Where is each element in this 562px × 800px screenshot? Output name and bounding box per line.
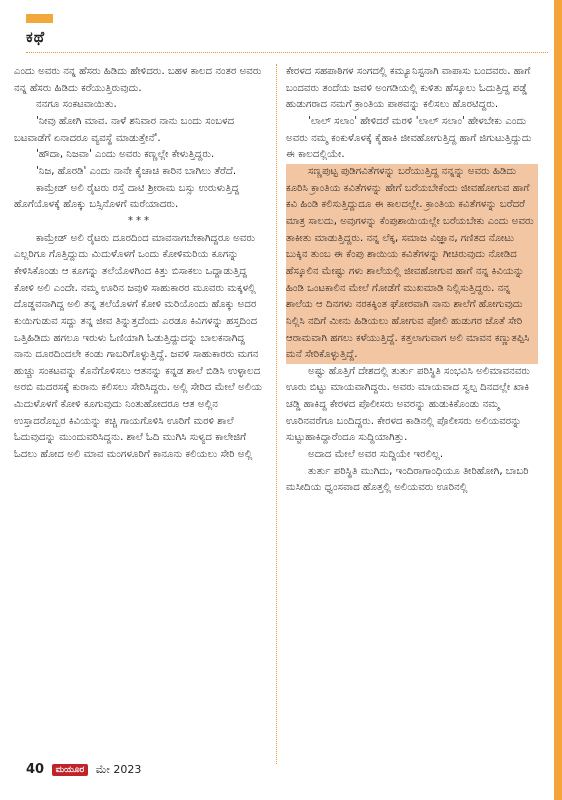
edge-color-bar xyxy=(554,0,562,800)
left-column xyxy=(14,64,266,464)
paragraph: ಅದಾದ ಮೇಲೆ ಅವರ ಸುದ್ದಿಯೇ ಇರಲಿಲ್ಲ. xyxy=(308,449,444,461)
paragraph: 'ನೀವು ಹೋಗಿ ಮಾವ. ನಾಳೆ ಶನಿವಾರ ನಾನು ಬಂದು ಸಂಬಳದ ಬಟವಾಡೆಗೆ ಏನಾದರೂ ವ್ಯವಸ್ಥೆ ಮಾಡುತ್ತೇನೆ'. xyxy=(14,115,235,144)
paragraph: ಅಷ್ಟು ಹೊತ್ತಿಗೆ ದೇಶದಲ್ಲಿ ತುರ್ತು ಪರಿಸ್ಥಿತಿ ಸಂಭವಿಸಿ ಅಲಿಮಾವನವರು ಊರು ಬಿಟ್ಟು ಮಾಯವಾಗಿದ್ದರು. ಅವರು ಮಾಯವಾದ ಸ್ವಲ್ಪ ದಿನದಲ್ಲೇ ಖಾಕಿ ಚಡ್ಡಿ ಹಾಕಿದ್ದ ಕೇರಳದ ಪೊಲೀಸರು ಅವರನ್ನು ಹುಡುಕಿಕೊಂಡು ನಮ್ಮ ಊರಿನವರೆಗೂ ಬಂದಿದ್ದರು. ಕೇರಳದ ಕಾಡಿನಲ್ಲಿ ಪೊಲೀಸರು ಅಲಿಯವರನ್ನು ಸುಟ್ಟುಹಾಕಿದ್ದಾರೆಂದೂ ಸುದ್ದಿಯಾಗಿತ್ತು. xyxy=(286,365,531,444)
column-divider xyxy=(276,64,277,764)
paragraph: ತುರ್ತು ಪರಿಸ್ಥಿತಿ ಮುಗಿದು, ಇಂದಿರಾಗಾಂಧಿಯೂ ತೀರಿಹೋಗಿ, ಬಾಬರಿ ಮಸೀದಿಯ ಧ್ವಂಸವಾದ ಹೊತ್ತಲ್ಲಿ ಅಲಿಯವರು ಊರಿನಲ್ಲಿ xyxy=(286,465,529,494)
paragraph: ಕಾಮ್ರೇಡ್ ಅಲಿ ರೈಟರು ದೂರದಿಂದ ಮಾವನಾಗಬೇಕಾಗಿದ್ದರೂ ಅವರು ಎಲ್ಲರಿಗೂ ಗೊತ್ತಿದ್ದುದು ಮಿದುಳೊಳಗೆ ಒಂದು ಕೋಳಿಮರಿಯ ಕೂಗನ್ನು ಕೇಳಿಸಿಕೊಂಡು ಆ ಕೂಗನ್ನು ತಲೆಯೊಳಗಿಂದ ಕಿತ್ತು ಬಿಸಾಕಲು ಒದ್ದಾಡುತ್ತಿದ್ದ ಕೋಳಿ ಅಲಿ ಎಂದೇ. ನಮ್ಮ ಊರಿನ ಜವುಳಿ ಸಾಹುಕಾರರ ಮೂವರು ಮಕ್ಕಳಲ್ಲಿ ದೊಡ್ಡವನಾಗಿದ್ದ ಅಲಿ ತನ್ನ ತಲೆಯೊಳಗೆ ಕೋಳಿ ಮರಿಯೊಂದು ಹೊಕ್ಕು ಅದರ ಕುಯಿಗುಡುವ ಸದ್ದು ತನ್ನ ಜೀವ ತಿನ್ನುತ್ತದೆಂದು ಎರಡೂ ಕಿವಿಗಳನ್ನು ಹಸ್ತದಿಂದ ಒತ್ತಿಹಿಡಿದು ಹಗಲೂ ಇರುಳು ಓಣಿಯಾಗಿ ಓಡುತ್ತಿದ್ದುದನ್ನು ಬಾಲಕನಾಗಿದ್ದ ನಾನು ದೂರದಿಂದಲೇ ಕಂಡು ಗಾಬರಿಗೊಳ್ಳುತ್ತಿದ್ದೆ. ಜವಳಿ ಸಾಹುಕಾರರು ಮಗನ ಹುಚ್ಚು ಸಂಕಟವನ್ನು ಕೊನೆಗೊಳಿಸಲು ಆತನನ್ನು ಕನ್ನಡ ಶಾಲೆ ಬಿಡಿಸಿ ಉಳ್ಳಾಲದ ಅರಬಿ ಮದರಸಕ್ಕೆ ಕುರಾನು ಕಲಿಸಲು ಸೇರಿಸಿದ್ದರು. ಅಲ್ಲಿ ಸೇರಿದ ಮೇಲೆ ಅಲಿಯ ಮಿದುಳೊಳಗೆ ಕೋಳಿ ಕೂಗುವುದು ನಿಂತುಹೋದರೂ ಆತ ಅಲ್ಲಿನ ಉಸ್ತಾದರೊಬ್ಬರ ಕಿವಿಯನ್ನು ಕಚ್ಚಿ ಗಾಯಗೊಳಿಸಿ ಊರಿಗೆ ಮರಳಿ ಶಾಲೆ ಓದುವುದನ್ನು ಮುಂದುವರಿಸಿದ್ದನು. ಶಾಲೆ ಓದಿ ಮುಗಿಸಿ ಸುಳ್ಯದ ಕಾಲೇಜಿಗೆ ಓದಲು ಹೋದ ಅಲಿ ಮಾವ ಮಂಗಳೂರಿಗೆ ಕಾನೂನು ಕಲಿಯಲು ಸೇರಿ ಅಲ್ಲಿ xyxy=(14,232,263,461)
paragraph: ನನಗೂ ಸಂಕಟವಾಯಿತು. xyxy=(36,99,117,111)
header-divider xyxy=(26,52,548,53)
right-column xyxy=(286,64,538,497)
page-number: 40 xyxy=(26,762,45,777)
page-footer xyxy=(26,762,141,782)
paragraph: 'ನಿಜ, ಹೊರಡಿ' ಎಂದು ನಾನೇ ಕೈಚಾಚಿ ಕಾರಿನ ಬಾಗಿಲು ತೆರೆದೆ. xyxy=(36,165,237,177)
section-title: ಕಥೆ xyxy=(26,28,46,46)
issue-date: ಮೇ 2023 xyxy=(95,763,142,776)
paragraph: ಕಾಮ್ರೇಡ್ ಅಲಿ ರೈಟರು ರಸ್ತೆ ದಾಟಿ ಶ್ರೀರಾಮ ಬಸ್ಸು ಉರುಳುತ್ತಿದ್ದ ಹೊಗೆಯೊಳಕ್ಕೆ ಹೊಕ್ಕು ಬಸ್ಸಿನೊಳಗೆ ಮರೆಯಾದರು. xyxy=(14,182,240,211)
paragraph: ಎಂದು ಅವರು ನನ್ನ ಹೆಸರು ಹಿಡಿದು ಹೇಳಿದರು. ಬಹಳ ಕಾಲದ ನಂತರ ಅವರು ನನ್ನ ಹೆಸರು ಹಿಡಿದು ಕರೆಯುತ್ತಿರುವುದು. xyxy=(14,66,262,94)
section-accent-bar xyxy=(26,14,53,23)
highlighted-paragraph: ಸಣ್ಣಪುಟ್ಟ ಪುಡಿಗವಿತೆಗಳನ್ನು ಬರೆಯುತ್ತಿದ್ದ ನನ್ನನ್ನು ಅವರು ಹಿಡಿದು ಕೂರಿಸಿ ಕ್ರಾಂತಿಯ ಕವಿತೆಗಳನ್ನು ಹೇಗೆ ಬರೆಯಬೇಕೆಂದು ಜೀವಹೋಗುವ ಹಾಗೆ ಕವಿ ಹಿಂಡಿ ಕಲಿಸುತ್ತಿದ್ದುದೂ ಈ ಕಾಲದಲ್ಲೇ. ಕ್ರಾಂತಿಯ ಕವಿತೆಗಳನ್ನು ಬರೆದರೆ ಮಾತ್ರ ಸಾಲದು, ಅವುಗಳನ್ನು ಕೆಂಪುಶಾಯಿಯಲ್ಲೇ ಬರೆಯಬೇಕು ಎಂದು ಅವರು ತಾಕೀತು ಮಾಡುತ್ತಿದ್ದರು. ನನ್ನ ಲೆಕ್ಕ, ಸಮಾಜ ವಿಜ್ಞಾನ, ಗಣಿತದ ನೋಟು ಬುಕ್ಕಿನ ತುಂಬ ಈ ಕೆಂಪು ಶಾಯಿಯ ಕವಿತೆಗಳನ್ನು ಗೀಚಿರುವುದು ನೋಡಿದ ಹೆಸ್ಕೂಲಿನ ಮೇಷ್ಟು ಗಳು ಶಾಲೆಯಲ್ಲಿ ಜೀವಹೋಗುವ ಹಾಗೆ ನನ್ನ ಕಿವಿಯನ್ನು ಹಿಂಡಿ ಒಂಟಕಾಲಿನ ಮೇಲೆ ಗೋಡೆಗೆ ಮುಖಮಾಡಿ ನಿಲ್ಲಿಸುತ್ತಿದ್ದರು. ನನ್ನ ಶಾಲೆಯ ಆ ದಿನಗಳು ನರಕಕ್ಕಿಂತ ಘೋರವಾಗಿ ನಾನು ಶಾಲೆಗೆ ಹೋಗುವುದು ನಿಲ್ಲಿಸಿ ನದಿಗೆ ಮೀನು ಹಿಡಿಯಲು ಹೋಗುವ ಪೋಲಿ ಹುಡುಗರ ಜೊತೆ ಸೇರಿ ಆರಾಮವಾಗಿ ಹಗಲು ಕಳೆಯುತ್ತಿದ್ದೆ. ಕತ್ತಲಾಗುವಾಗ ಅಲಿ ಮಾವನ ಕಣ್ಣುತಪ್ಪಿಸಿ ಮನೆ ಸೇರಿಕೊಳ್ಳುತ್ತಿದ್ದೆ. xyxy=(286,164,538,364)
page-header xyxy=(0,0,562,62)
paragraph: ಕೇರಳದ ಸಹಪಾಠಿಗಳ ಸಂಗದಲ್ಲಿ ಕಮ್ಯೂನಿಸ್ಟನಾಗಿ ವಾಪಾಸು ಬಂದವರು. ಹಾಗೆ ಬಂದವರು ತಂದೆಯ ಜವಳಿ ಅಂಗಡಿಯಲ್ಲಿ ಕುಳಿತು ಹೆಸ್ಕೂಲು ಓದುತ್ತಿದ್ದ ಪಡ್ಡೆ ಹುಡುಗರಾದ ನಮಗೆ ಕ್ರಾಂತಿಯ ಪಾಠವನ್ನು ಕಲಿಸಲು ಹೊರಟಿದ್ದರು. xyxy=(286,66,531,111)
paragraph: 'ಹೌದಾ, ನಿಜವಾ' ಎಂದು ಅವರು ಕಣ್ಣಲ್ಲೇ ಕೇಳುತ್ತಿದ್ದರು. xyxy=(36,149,215,161)
section-break: *** xyxy=(127,215,153,227)
paragraph: 'ಲಾಲ್ ಸಲಾಂ' ಹೇಳಿದರೆ ಮರಳಿ 'ಲಾಲ್ ಸಲಾಂ' ಹೇಳಬೇಕು ಎಂದು ಅವರು ನಮ್ಮ ಕಂಕುಳೊಳಕ್ಕೆ ಕೈಹಾಕಿ ಜೀವಹೋಗುತ್ತಿದ್ದ ಹಾಗೆ ಜಿಗುಟುತ್ತಿದ್ದುದು ಈ ಕಾಲದಲ್ಲಿಯೇ. xyxy=(286,115,532,161)
magazine-logo: ಮಯೂರ xyxy=(52,764,89,776)
